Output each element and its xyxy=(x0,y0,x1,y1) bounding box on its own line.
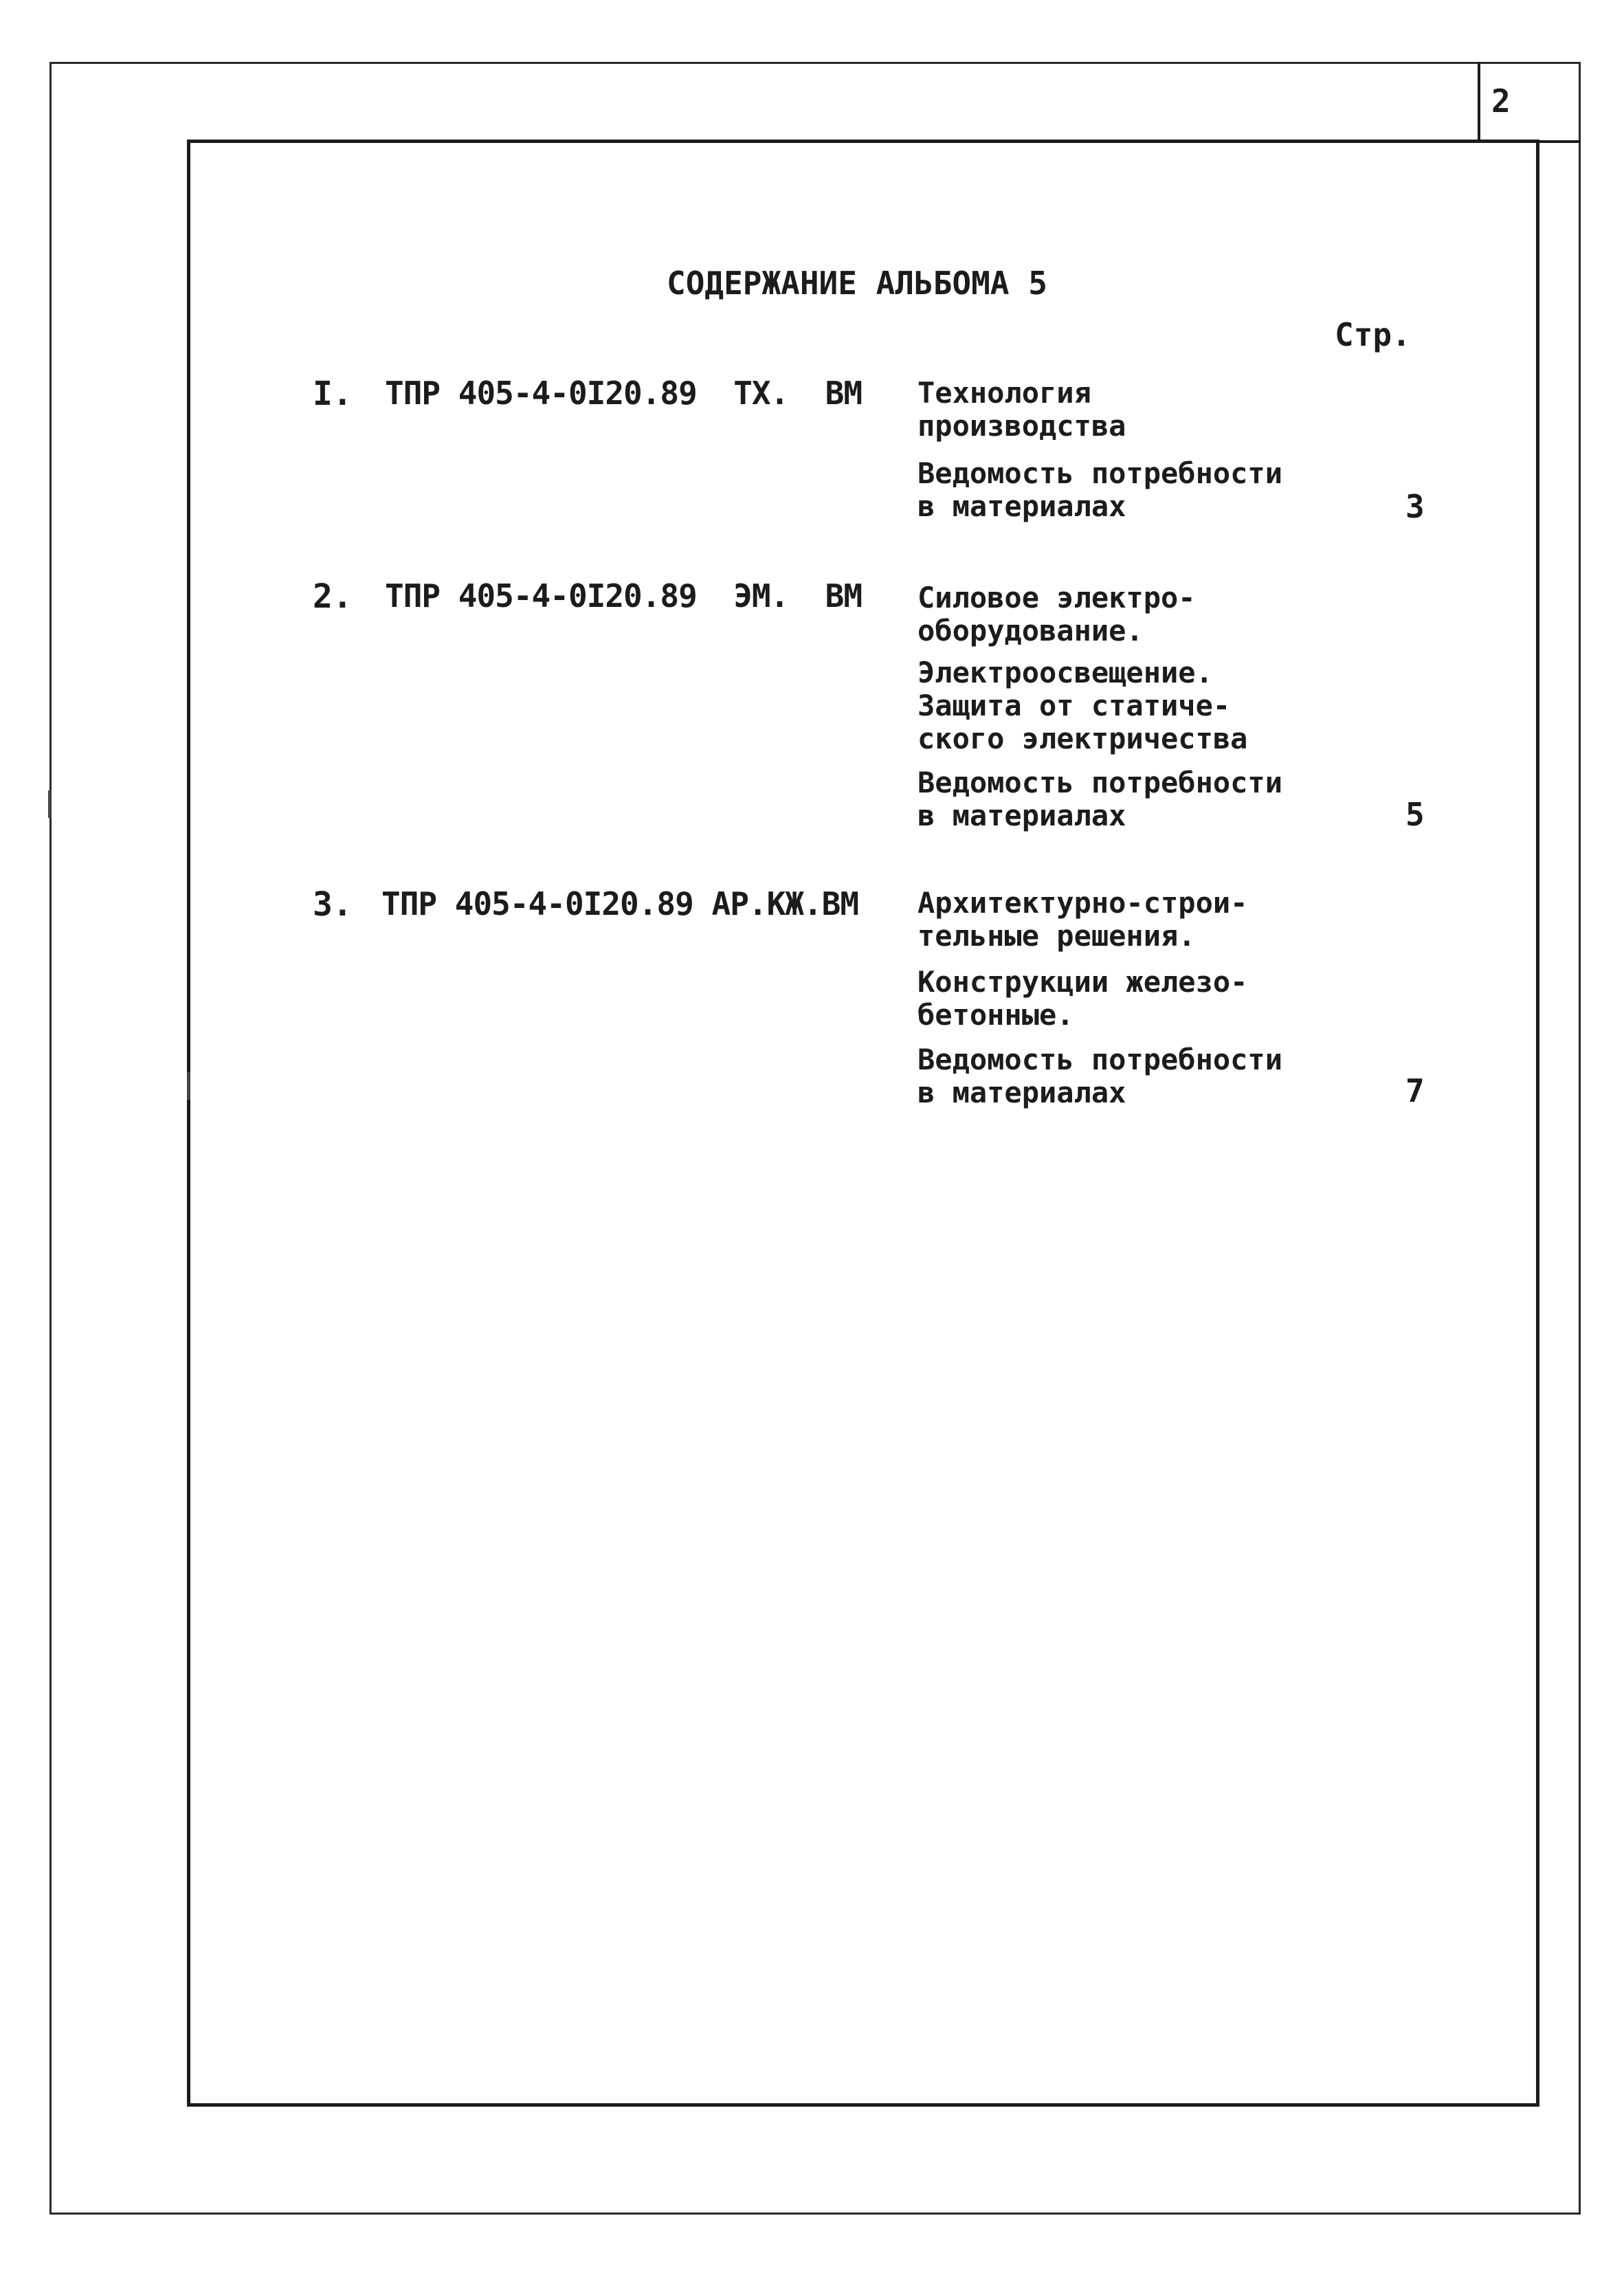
entry-number: 3. xyxy=(313,885,353,924)
entry-description: Ведомость потребности в материалах xyxy=(917,766,1283,832)
entry-description: Силовое электро- оборудование. xyxy=(917,581,1196,647)
entry-number: I. xyxy=(313,375,353,413)
entry-description: Архитектурно-строи- тельные решения. xyxy=(917,886,1248,953)
inner-frame xyxy=(187,140,1539,2107)
entry-page: 5 xyxy=(1405,796,1425,833)
entry-description: Технология производства xyxy=(917,376,1126,443)
sheet-number: 2 xyxy=(1491,82,1511,120)
margin-mark xyxy=(48,790,51,818)
entry-description: Электроосвещение. Защита от статиче- ского электричества xyxy=(917,656,1248,755)
entry-code: ТПР 405-4-0I20.89 ЭМ. ВМ xyxy=(385,577,863,614)
entry-number: 2. xyxy=(313,577,353,616)
entry-description: Ведомость потребности в материалах xyxy=(917,456,1283,523)
entry-page: 3 xyxy=(1405,488,1425,525)
entry-code: ТПР 405-4-0I20.89 ТХ. ВМ xyxy=(385,375,863,412)
margin-mark xyxy=(187,1072,190,1100)
document-title: СОДЕРЖАНИЕ АЛЬБОМА 5 xyxy=(667,265,1047,302)
entry-code: ТПР 405-4-0I20.89 АР.КЖ.ВМ xyxy=(381,885,859,922)
entry-description: Конструкции железо- бетонные. xyxy=(917,965,1248,1032)
page-column-header: Стр. xyxy=(1335,316,1411,353)
entry-page: 7 xyxy=(1405,1072,1425,1109)
entry-description: Ведомость потребности в материалах xyxy=(917,1043,1283,1109)
